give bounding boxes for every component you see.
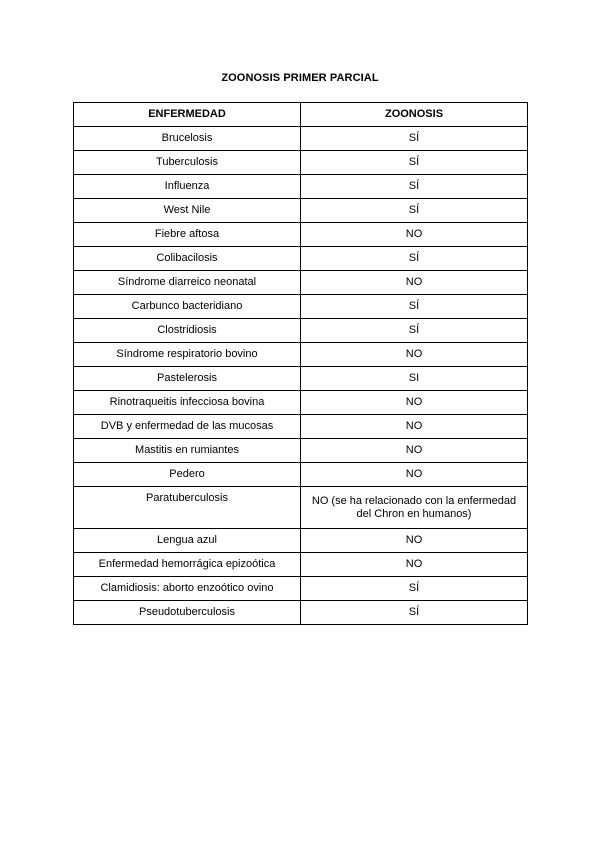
table-row: [74, 367, 528, 391]
table-row: [74, 463, 528, 487]
table-row: [74, 247, 528, 271]
header-enfermedad: ENFERMEDAD: [74, 103, 301, 127]
table-row: [74, 271, 528, 295]
table-header-row: [74, 103, 528, 127]
table-row: [74, 199, 528, 223]
disease-cell: Tuberculosis: [74, 151, 301, 175]
table-row: [74, 391, 528, 415]
zoonosis-cell: NO: [301, 391, 528, 415]
table-row: [74, 223, 528, 247]
disease-cell: Fiebre aftosa: [74, 223, 301, 247]
table-row: [74, 553, 528, 577]
zoonosis-table: [73, 102, 528, 625]
disease-cell: Lengua azul: [74, 529, 301, 553]
zoonosis-cell: SÍ: [301, 151, 528, 175]
table-row: [74, 487, 528, 529]
disease-cell: Carbunco bacteridiano: [74, 295, 301, 319]
zoonosis-cell: NO: [301, 439, 528, 463]
zoonosis-cell: NO: [301, 529, 528, 553]
disease-cell: Clamidiosis: aborto enzoótico ovino: [74, 577, 301, 601]
table-row: [74, 295, 528, 319]
zoonosis-cell: NO: [301, 343, 528, 367]
zoonosis-cell: NO: [301, 553, 528, 577]
disease-cell: DVB y enfermedad de las mucosas: [74, 415, 301, 439]
table-row: [74, 151, 528, 175]
table-row: [74, 439, 528, 463]
zoonosis-cell: SÍ: [301, 175, 528, 199]
zoonosis-cell: SI: [301, 367, 528, 391]
header-zoonosis: ZOONOSIS: [301, 103, 528, 127]
table-row: [74, 529, 528, 553]
disease-cell: Mastitis en rumiantes: [74, 439, 301, 463]
zoonosis-cell: SÍ: [301, 127, 528, 151]
table-row: [74, 127, 528, 151]
table-row: [74, 343, 528, 367]
zoonosis-cell: SÍ: [301, 199, 528, 223]
disease-cell: Pastelerosis: [74, 367, 301, 391]
table-row: [74, 175, 528, 199]
zoonosis-cell: NO: [301, 271, 528, 295]
disease-cell: West Nile: [74, 199, 301, 223]
disease-cell: Influenza: [74, 175, 301, 199]
zoonosis-cell: SÍ: [301, 247, 528, 271]
zoonosis-cell: SÍ: [301, 577, 528, 601]
zoonosis-cell: SÍ: [301, 319, 528, 343]
page-title: ZOONOSIS PRIMER PARCIAL: [221, 72, 379, 84]
disease-cell: Pedero: [74, 463, 301, 487]
disease-cell: Síndrome diarreico neonatal: [74, 271, 301, 295]
zoonosis-cell: SÍ: [301, 601, 528, 625]
zoonosis-cell: NO: [301, 463, 528, 487]
disease-cell: Rinotraqueitis infecciosa bovina: [74, 391, 301, 415]
zoonosis-cell: SÍ: [301, 295, 528, 319]
zoonosis-cell: NO: [301, 415, 528, 439]
disease-cell: Enfermedad hemorrágica epizoótica: [74, 553, 301, 577]
disease-cell: Brucelosis: [74, 127, 301, 151]
zoonosis-cell: NO (se ha relacionado con la enfermedad del Chron en humanos): [301, 487, 528, 529]
disease-cell: Pseudotuberculosis: [74, 601, 301, 625]
table-row: [74, 601, 528, 625]
disease-cell: Paratuberculosis: [74, 487, 301, 529]
zoonosis-cell: NO: [301, 223, 528, 247]
table-row: [74, 319, 528, 343]
disease-cell: Síndrome respiratorio bovino: [74, 343, 301, 367]
disease-cell: Clostridiosis: [74, 319, 301, 343]
table-row: [74, 415, 528, 439]
table-row: [74, 577, 528, 601]
disease-cell: Colibacilosis: [74, 247, 301, 271]
